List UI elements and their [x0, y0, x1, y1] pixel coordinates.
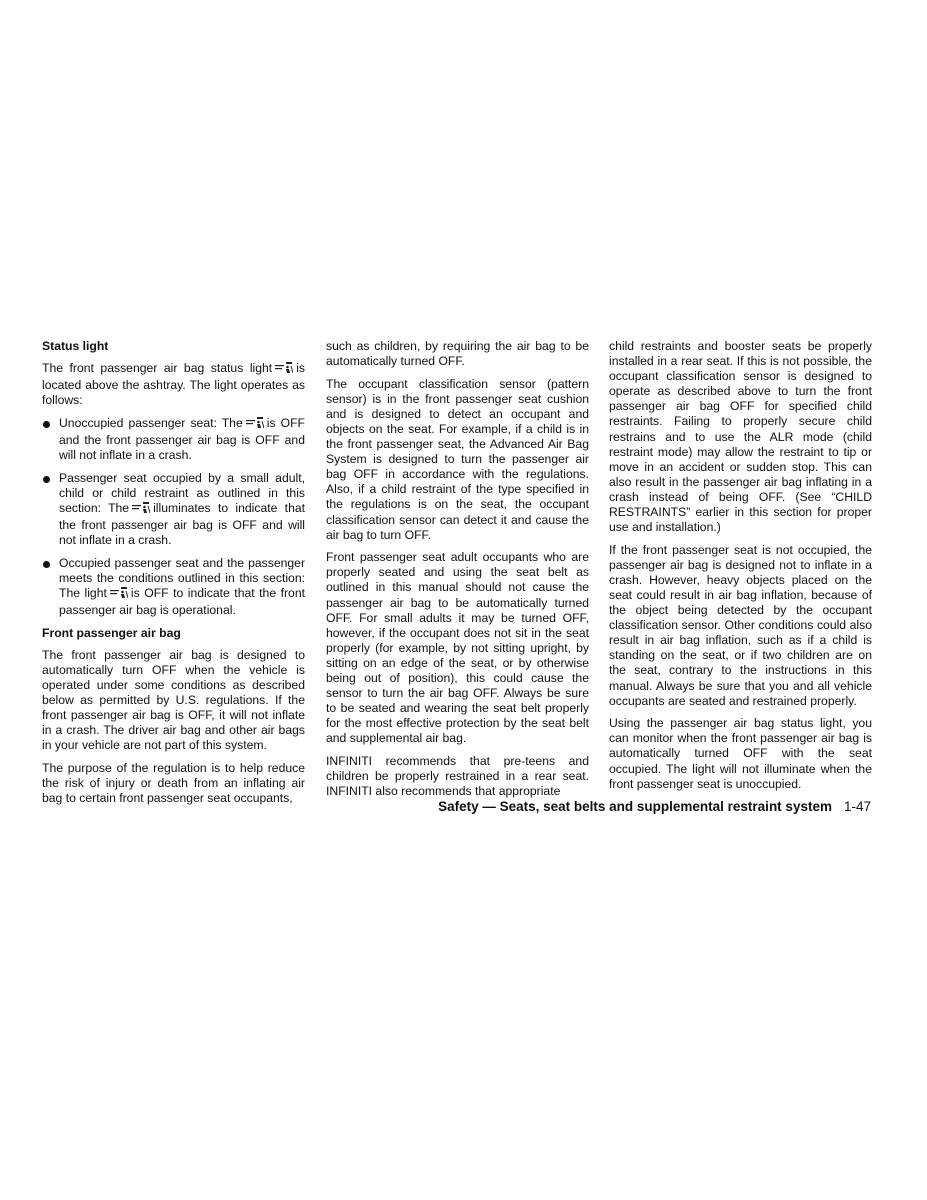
passenger-airbag-off-icon	[275, 362, 293, 378]
passenger-airbag-off-icon	[246, 417, 264, 433]
passenger-airbag-off-icon	[110, 587, 128, 603]
bullet3-text-b: is OFF to indicate that the front passenger air bag is operational.	[59, 585, 305, 617]
paragraph: The occupant classification sensor (pattern sensor) is in the front passenger seat cushion and is designed to detect an occupant and objects on the seat. For example, if a child is in the front passenger seat, the Advanced Air Bag System is designed to turn the passenger air bag OFF in accordance with the regulations. Also, if a child restraint of the type specified in the regulations is on the seat, the occupant classification sensor can detect it and cause the air bag to turn OFF.	[326, 376, 589, 542]
bullet-dot	[43, 561, 50, 568]
footer-section-title: Safety — Seats, seat belts and supplemental restraint system	[438, 799, 832, 814]
bullet2-text-a: Passenger seat occupied by a small adult, child or child restraint as outlined in this section: The	[59, 470, 305, 515]
passenger-airbag-off-icon	[132, 502, 150, 518]
paragraph: INFINITI recommends that pre-teens and children be properly restrained in a rear seat. INFINITI also recommends that appropriate	[326, 753, 589, 799]
paragraph: such as children, by requiring the air bag to be automatically turned OFF.	[326, 339, 589, 369]
bullet3-text-a: Occupied passenger seat and the passenger meets the conditions outlined in this section: The light	[59, 555, 305, 600]
status-intro-text-b: is located above the ashtray. The light operates as follows:	[42, 361, 305, 408]
bullet1-text-b: is OFF and the front passenger air bag is OFF and will not inflate in a crash.	[59, 415, 305, 463]
paragraph: The front passenger air bag is designed to automatically turn OFF when the vehicle is operated under some conditions as described below as permitted by U.S. regulations. If the front passenger air bag is OFF, it will not inflate in a crash. The driver air bag and other air bags in your vehicle are not part of this system.	[42, 647, 305, 753]
paragraph: Front passenger seat adult occupants who are properly seated and using the seat belt as outlined in this manual should not cause the passenger air bag to be automatically turned OFF. For small adults it may be turned OFF, however, if the occupant does not sit in the seat properly (for example, by not sitting upright, by sitting on an edge of the seat, or by otherwise being out of position), this could cause the sensor to turn the air bag OFF. Always be sure to be seated and wearing the seat belt properly for the most effective protection by the seat belt and supplemental air bag.	[326, 550, 589, 746]
bullet-dot	[43, 421, 50, 428]
page-footer	[438, 799, 871, 814]
column-middle	[326, 339, 589, 807]
column-left	[42, 339, 305, 814]
list-item	[42, 556, 305, 618]
status-light-intro	[42, 361, 305, 408]
bullet2-text-b: illuminates to indicate that the front passenger air bag is OFF and will not inflate in a crash.	[59, 500, 306, 548]
list-item	[42, 471, 305, 548]
paragraph: child restraints and booster seats be properly installed in a rear seat. If this is not possible, the occupant classification sensor is designed to operate as described above to turn the front passenger air bag OFF for specified child restraints. Failing to properly secure child restrains and to use the ALR mode (child restraint mode) may allow the restraint to tip or move in an accident or sudden stop. This can also result in the passenger air bag inflating in a crash instead of being OFF. (See “CHILD RESTRAINTS” earlier in this section for proper use and installation.)	[609, 339, 872, 535]
column-right	[609, 339, 872, 799]
status-intro-text-a: The front passenger air bag status light	[42, 361, 273, 376]
status-light-heading: Status light	[42, 339, 109, 353]
status-light-list	[42, 416, 305, 618]
list-item	[42, 416, 305, 463]
paragraph: If the front passenger seat is not occupied, the passenger air bag is designed not to inflate in a crash. However, heavy objects placed on the seat could result in air bag inflation, because of the object being detected by the occupant classification sensor. Other conditions could also result in air bag inflation, such as if a child is standing on the seat, or if two children are on the seat, contrary to the instructions in this manual. Always be sure that you and all vehicle occupants are seated and restrained properly.	[609, 542, 872, 708]
bullet-dot	[43, 476, 50, 483]
front-airbag-heading: Front passenger air bag	[42, 625, 181, 640]
bullet1-text-a: Unoccupied passenger seat: The	[59, 415, 243, 430]
page-number: 1-47	[843, 799, 871, 814]
paragraph: Using the passenger air bag status light, you can monitor when the front passenger air bag is automatically turned OFF with the seat occupied. The light will not illuminate when the front passenger seat is unoccupied.	[609, 716, 872, 791]
paragraph: The purpose of the regulation is to help reduce the risk of injury or death from an inflating air bag to certain front passenger seat occupants,	[42, 760, 305, 805]
